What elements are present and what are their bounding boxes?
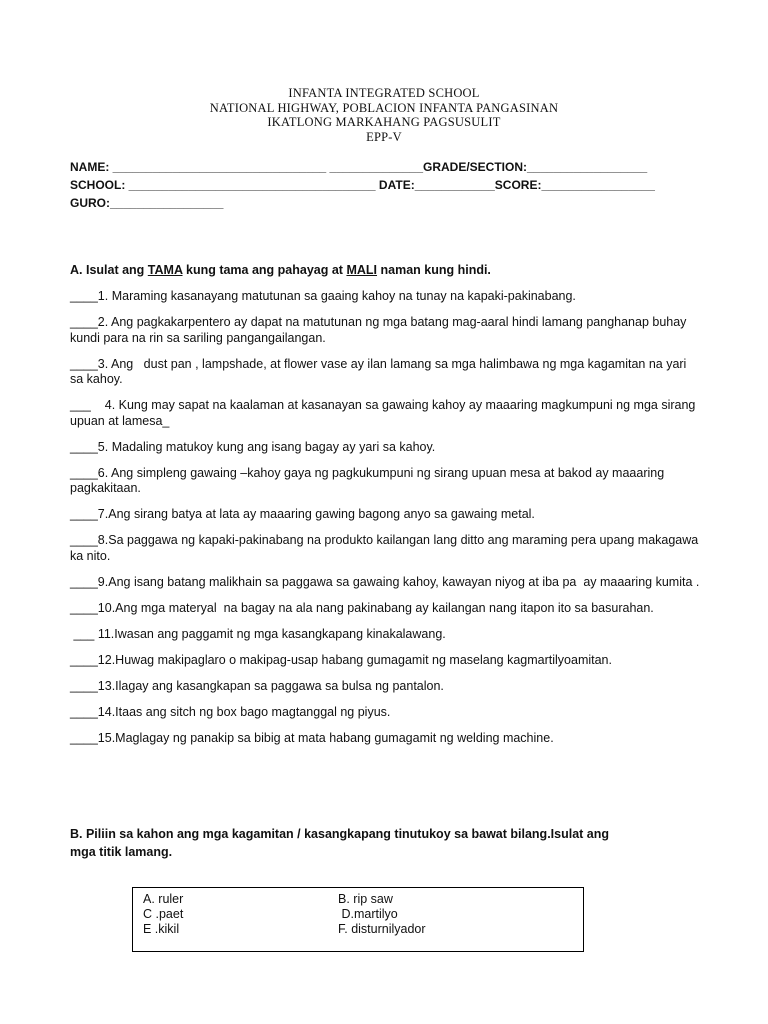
question-item: ____12.Huwag makipaglaro o makipag-usap habang gumagamit ng maselang kagmartilyoamitan.: [70, 652, 612, 667]
section-b-instruction-line1: B. Piliin sa kahon ang mga kagamitan / kasangkapang tinutukoy sa bawat bilang.Isulat ang: [70, 827, 610, 841]
question-item: ___ 11.Iwasan ang paggamit ng mga kasangkapang kinakalawang.: [70, 626, 446, 641]
question-item: ____5. Madaling matukoy kung ang isang bagay ay yari sa kahoy.: [70, 439, 436, 454]
choice-a: A. ruler: [143, 892, 184, 906]
mali-keyword: MALI: [346, 263, 378, 277]
teacher-row: GURO:_________________: [70, 196, 224, 210]
school-name: INFANTA INTEGRATED SCHOOL: [288, 86, 480, 100]
question-item: ____1. Maraming kasanayang matutunan sa gaaing kahoy na tunay na kapaki-pakinabang.: [70, 289, 576, 303]
name-grade-row: NAME: ________________________________ ______________GRADE/SECTION:__________________: [70, 160, 648, 174]
choices-right-column: [338, 892, 426, 937]
question-item: ____2. Ang pagkakarpentero ay dapat na matutunan ng mga batang mag-aaral hindi lamang panghanap buhay kundi para na rin sa sariling pangangailangan.: [70, 315, 690, 345]
choices-left-column: [143, 892, 183, 937]
exam-title: IKATLONG MARKAHANG PAGSUSULIT: [267, 115, 501, 129]
tama-keyword: TAMA: [147, 263, 183, 277]
question-item: ____3. Ang dust pan , lampshade, at flower vase ay ilan lamang sa mga halimbawa ng mga kagamitan na yari sa kahoy.: [70, 356, 690, 386]
question-item: ____15.Maglagay ng panakip sa bibig at mata habang gumagamit ng welding machine.: [70, 730, 554, 745]
choice-c: C .paet: [143, 907, 184, 921]
school-address: NATIONAL HIGHWAY, POBLACION INFANTA PANGASINAN: [209, 100, 559, 115]
section-b-instruction-line2: mga titik lamang.: [70, 845, 173, 859]
section-a-items: [70, 289, 700, 757]
choice-d: D.martilyo: [338, 907, 398, 921]
question-item: ____13.Ilagay ang kasangkapan sa paggawa sa bulsa ng pantalon.: [70, 678, 444, 693]
question-item: ____14.Itaas ang sitch ng box bago magtanggal ng piyus.: [70, 704, 391, 719]
question-item: ____7.Ang sirang batya at lata ay maaaring gawing bagong anyo sa gawaing metal.: [70, 507, 535, 521]
question-item: ___ 4. Kung may sapat na kaalaman at kasanayan sa gawaing kahoy ay maaaring magkumpuni ng mga sirang upuan at lamesa_: [70, 398, 699, 428]
question-item: ____10.Ang mga materyal na bagay na ala nang pakinabang ay kailangan nang itapon ito sa basurahan.: [70, 600, 654, 615]
choice-b: B. rip saw: [338, 892, 393, 906]
question-item: ____6. Ang simpleng gawaing –kahoy gaya ng pagkukumpuni ng sirang upuan mesa at bakod ay maaaring pagkakitaan.: [70, 465, 668, 495]
question-item: ____8.Sa paggawa ng kapaki-pakinabang na produkto kailangan lang ditto ang maraming pera upang makagawa ka nito.: [70, 533, 702, 563]
section-a-instruction: A. Isulat ang TAMA kung tama ang pahayag at MALI naman kung hindi.: [70, 263, 491, 277]
choice-f: F. disturnilyador: [338, 922, 426, 936]
question-item: ____9.Ang isang batang malikhain sa paggawa sa gawaing kahoy, kawayan niyog at iba pa ay maaaring kumita .: [70, 574, 700, 589]
school-date-score-row: SCHOOL: _____________________________________ DATE:____________SCORE:_________________: [70, 178, 655, 192]
subject-title: EPP-V: [366, 129, 402, 144]
choice-e: E .kikil: [143, 922, 180, 936]
document-header: [0, 86, 768, 144]
choices-box: [132, 887, 584, 952]
